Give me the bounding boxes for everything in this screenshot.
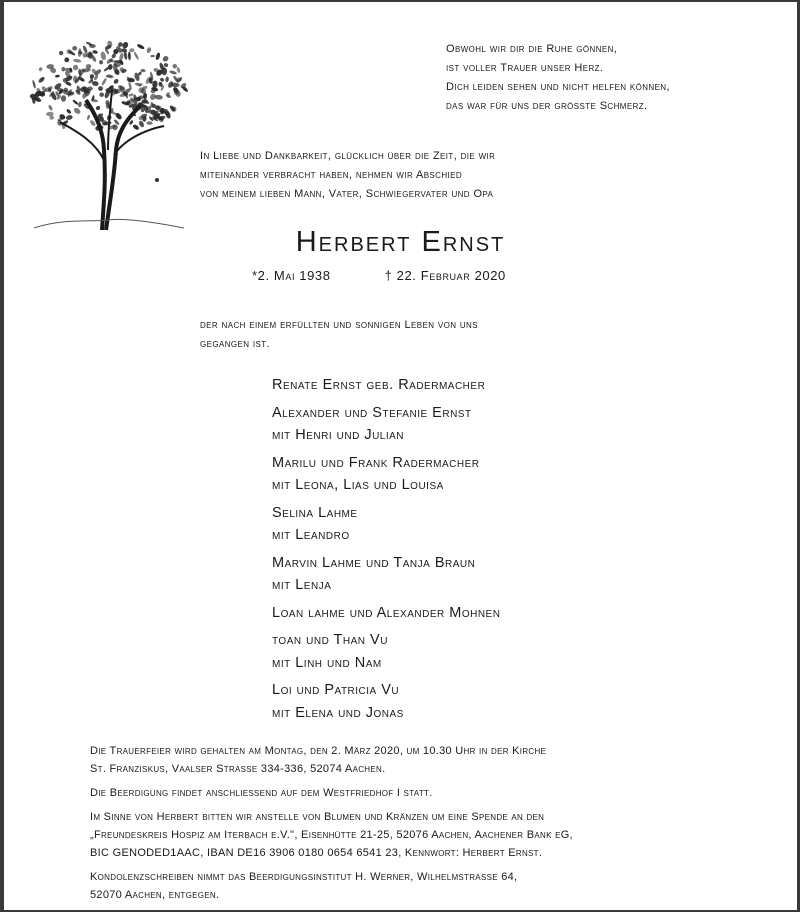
notices (90, 742, 780, 910)
mourner-group (272, 452, 500, 497)
mourners-list (272, 374, 500, 729)
mourner-line: Alexander und Stefanie Ernst (272, 404, 472, 421)
mourner-group (272, 552, 500, 597)
mourner-line: Marvin Lahme und Tanja Braun (272, 554, 476, 571)
mourner-line: Marilu und Frank Radermacher (272, 454, 480, 471)
tree-illustration (24, 30, 192, 230)
notice-line: Im Sinne von Herbert bitten wir anstelle von Blumen und Kränzen um eine Spende an den (90, 811, 545, 823)
mourner-line: mit Leandro (272, 527, 350, 543)
life-dates (252, 268, 506, 283)
poem-line: ist voller Trauer unser Herz. (446, 62, 604, 74)
closing-text (200, 316, 478, 354)
poem-line: das war für uns der grösste Schmerz. (446, 100, 648, 112)
obituary-page (4, 2, 797, 910)
notice-line: BIC GENODED1AAC, IBAN DE16 3906 0180 0654 6541 23, Kennwort: Herbert Ernst. (90, 847, 543, 859)
intro-text (200, 147, 495, 204)
notice-line: Kondolenzschreiben nimmt das Beerdigungsinstitut H. Werner, Wilhelmstrasse 64, (90, 871, 518, 883)
mourner-group (272, 374, 500, 397)
mourner-line: mit Henri und Julian (272, 427, 405, 443)
burial-notice (90, 784, 780, 802)
deceased-name: Herbert Ernst (295, 226, 506, 258)
mourner-group (272, 402, 500, 447)
funeral-service-notice (90, 742, 780, 778)
intro-line: von meinem lieben Mann, Vater, Schwiegervater und Opa (200, 188, 494, 200)
mourner-line: Selina Lahme (272, 504, 358, 521)
mourner-group (272, 679, 500, 724)
poem-line: Dich leiden sehen und nicht helfen können, (446, 81, 670, 93)
condolence-notice (90, 868, 780, 904)
mourner-line: toan und Than Vu (272, 632, 388, 648)
notice-line: Die Beerdigung findet anschliessend auf dem Westfriedhof I statt. (90, 787, 433, 799)
poem-line: Obwohl wir dir die Ruhe gönnen, (446, 43, 618, 55)
mourner-group (272, 629, 500, 674)
mourner-group (272, 502, 500, 547)
intro-line: In Liebe und Dankbarkeit, glücklich über die Zeit, die wir (200, 150, 496, 162)
mourner-line: Loan lahme und Alexander Mohnen (272, 604, 501, 621)
donation-notice (90, 808, 780, 862)
intro-line: miteinander verbracht haben, nehmen wir Abschied (200, 169, 463, 181)
mourner-line: mit Elena und Jonas (272, 704, 404, 721)
mourner-line: mit Linh und Nam (272, 654, 382, 671)
closing-line: gegangen ist. (200, 338, 270, 350)
notice-line: St. Franziskus, Vaalser Strasse 334-336, 52074 Aachen. (90, 763, 386, 775)
mourner-line: Loi und Patricia Vu (272, 682, 400, 698)
notice-line: 52070 Aachen, entgegen. (90, 889, 220, 901)
closing-line: der nach einem erfüllten und sonnigen Leben von uns (200, 319, 478, 331)
notice-line: Die Trauerfeier wird gehalten am Montag, den 2. März 2020, um 10.30 Uhr in der Kirche (90, 745, 547, 757)
mourner-line: mit Lenja (272, 577, 332, 593)
death-date: † 22. Februar 2020 (384, 268, 506, 283)
mourner-line: mit Leona, Lias und Louisa (272, 477, 444, 493)
birth-date: *2. Mai 1938 (252, 268, 331, 283)
poem (446, 40, 670, 116)
notice-line: „Freundeskreis Hospiz am Iterbach e.V.", Eisenhütte 21-25, 52076 Aachen, Aachener Bank eG, (90, 829, 573, 841)
mourner-line: Renate Ernst geb. Radermacher (272, 377, 486, 393)
mourner-group (272, 602, 500, 625)
